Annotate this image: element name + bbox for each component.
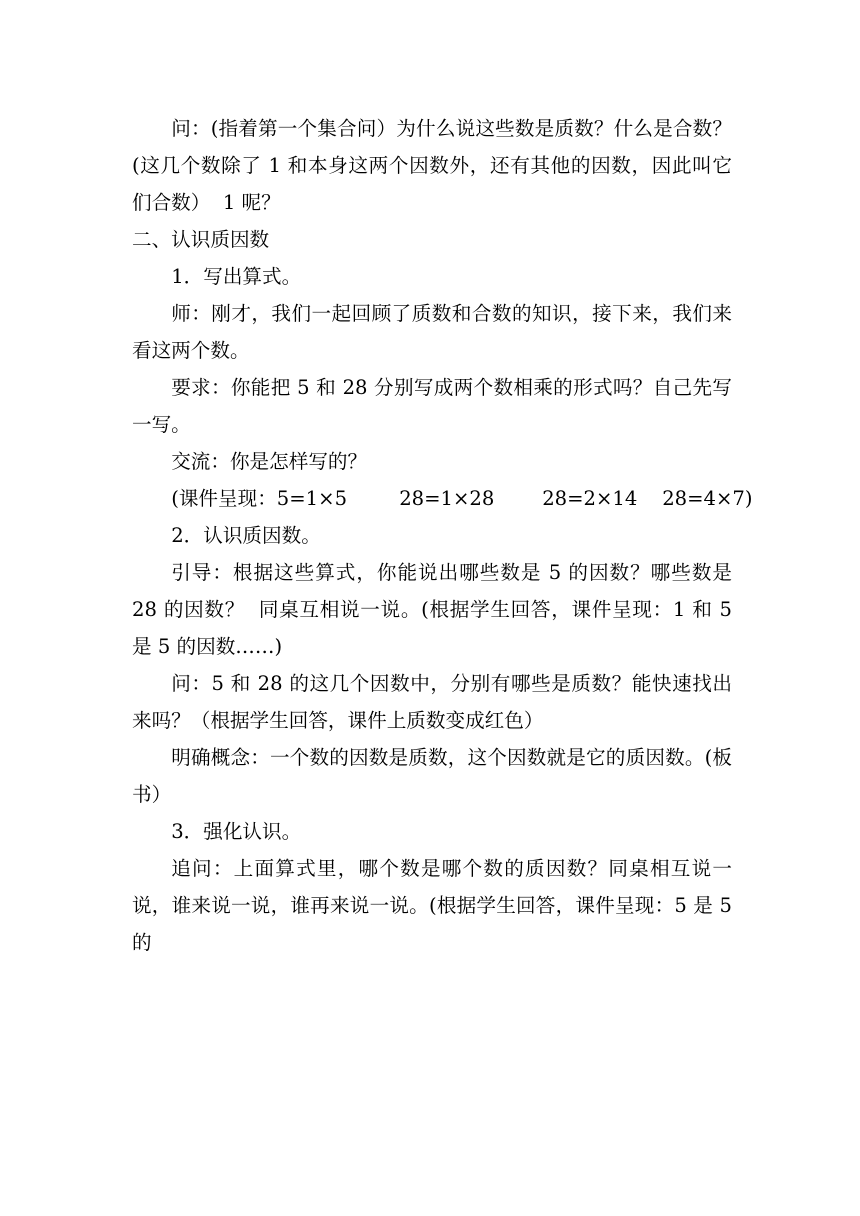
paragraph-question-composite: 问：(指着第一个集合问）为什么说这些数是质数？什么是合数？(这几个数除了 1 和本身这两个因数外，还有其他的因数，因此叫它们合数） 1 呢？ [132, 117, 732, 214]
document-body [132, 110, 753, 961]
formula-5: (课件呈现：5=1×5 [171, 487, 348, 510]
paragraph-concept: 明确概念：一个数的因数是质数，这个因数就是它的质因数。(板书） [132, 746, 732, 806]
formula-28-c: 28=4×7) [662, 487, 753, 510]
formula-28-b: 28=2×14 [542, 487, 638, 510]
step-2-heading: 2．认识质因数。 [171, 524, 321, 547]
paragraph-question-primes: 问：5 和 28 的这几个因数中，分别有哪些是质数？能快速找出来吗？（根据学生回答，课件上质数变成红色） [132, 672, 732, 732]
paragraph-exchange: 交流：你是怎样写的？ [171, 450, 368, 473]
formula-28-a: 28=1×28 [399, 487, 495, 510]
paragraph-guide: 引导：根据这些算式，你能说出哪些数是 5 的因数？哪些数是 28 的因数？ 同桌互相说一说。(根据学生回答，课件呈现：1 和 5 是 5 的因数……) [132, 561, 739, 658]
step-3-heading: 3．强化认识。 [171, 820, 302, 843]
section-heading-prime-factors: 二、认识质因数 [132, 228, 270, 251]
formula-line [132, 480, 753, 517]
paragraph-requirement: 要求：你能把 5 和 28 分别写成两个数相乘的形式吗？自己先写一写。 [132, 376, 732, 436]
paragraph-teacher-review: 师：刚才，我们一起回顾了质数和合数的知识，接下来，我们来看这两个数。 [132, 302, 732, 362]
paragraph-follow-up: 追问：上面算式里，哪个数是哪个数的质因数？同桌相互说一说，谁来说一说，谁再来说一说。(根据学生回答，课件呈现：5 是 5 的 [132, 857, 739, 954]
step-1-heading: 1．写出算式。 [171, 265, 302, 288]
